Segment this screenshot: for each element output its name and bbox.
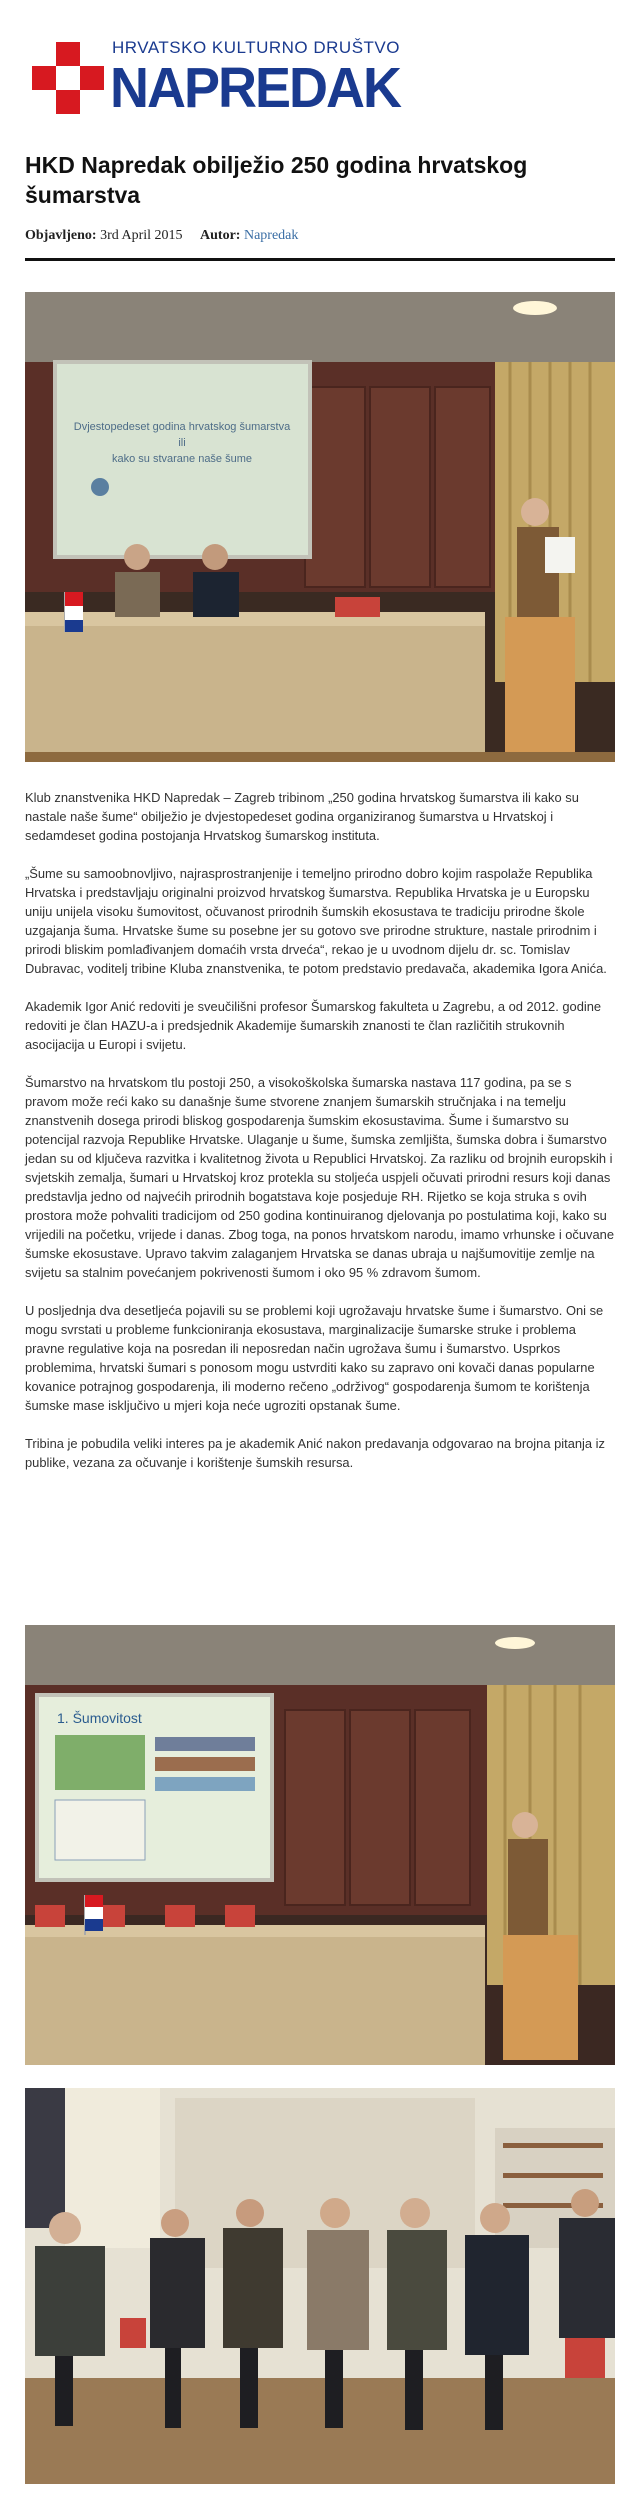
article-paragraph: U posljednja dva desetljeća pojavili su se problemi koji ugrožavaju hrvatske šume i šumarstvo. Oni se mogu svrstati u probleme funkcioniranja ekosustava, marginalizacije šumarske struke i problema pravne regulative koja na posredan ili neposredan način ugrožava šumu i šumarstvo. Usprkos problemima, hrvatski šumari s ponosom mogu ustvrditi kako su zapravo oni kovači danas popularne kovanice potrajnog gospodarenja, ili moderno rečeno „održivog“ gospodarenja šumom te korištenja šumske mase isključivo u mjeri koja neće ugroziti opstanak šume. [25,1303,604,1413]
author-label: Autor: [200,228,241,243]
event-photo-audience [25,2088,615,2484]
author-link[interactable]: Napredak [243,228,299,243]
slide-text-line2: ili [178,437,186,449]
article-paragraph: Akademik Igor Anić redoviti je sveučilišni profesor Šumarskog fakulteta u Zagrebu, a od 2012. godine redoviti je član HAZU-a i predsjednik Akademije šumarskih znanosti te član različitih strukovnih asocijacija u Europi i svijetu. [25,999,602,1052]
title-divider [25,258,615,261]
article-paragraph: Šumarstvo na hrvatskom tlu postoji 250, a visokoškolska šumarska nastava 117 godina, pa se s pravom može reći kako su današnje šume stvorene znanjem šumarskih stručnjaka i na temelju znanstvenih dosega prirodi bliskog gospodarenja šumskim ekosustavima. Šume i šumarstvo su potencijal razvoja Republike Hrvatske. Ulaganje u šume, šumska zemljišta, šumska dobra i šumarstvo jedan su od ključeva razvitka i kvalitetnog života u Republici Hrvatskoj. Za razliku od brojnih europskih i svjetskih zemalja, šumari u Hrvatskoj kroz protekla su stoljeća uspjeli očuvati prirodni resurs koji danas predstavlja jedno od najvećih prirodnih bogatstava koje posjeduje RH. Rijetko se koja struka s ovih prostora može pohvaliti tradicijom od 250 godina kontinuiranog djelovanja po postulatima koji, kako su vrijedili na početku, vrijede i danas. Zbog toga, na ponos hrvatskom narodu, imamo vrhunske i očuvane šumske ekosustave. Upravo takvim zalaganjem Hrvatska se danas ubraja u najšumovitije zemlje na svijetu sa stalnim povećanjem pokrivenosti šumom i oko 95 % zdravom šumom. [25,1075,614,1280]
article-paragraph: Klub znanstvenika HKD Napredak – Zagreb tribinom „250 godina hrvatskog šumarstva ili kako su nastale naše šume“ obilježio je dvjestopedeset godina organiziranog šumarstva u Hrvatskoj i sedamdeset godina postojanja Hrvatskog šumarskog instituta. [25,790,579,843]
logo-wordmark: NAPREDAK [110,56,401,120]
article-title: HKD Napredak obilježio 250 godina hrvatskog šumarstva [25,152,528,208]
published-date: 3rd April 2015 [100,228,183,243]
logo-subtitle: HRVATSKO KULTURNO DRUŠTVO [112,38,400,57]
article-paragraph: Tribina je pobudila veliki interes pa je akademik Anić nakon predavanja odgovarao na brojna pitanja iz publike, vezana za očuvanje i korištenje šumskih resursa. [25,1436,605,1470]
slide2-heading: 1. Šumovitost [57,1710,142,1726]
event-photo-lecture-hall [25,292,615,762]
slide-text-line3: kako su stvarane naše šume [111,453,253,465]
event-photo-presentation [25,1625,615,2065]
slide-text-line1: Dvjestopedeset godina hrvatskog šumarstva [73,421,291,433]
article-paragraph: „Šume su samoobnovljivo, najrasprostranjenije i temeljno prirodno dobro kojim raspolaže Republika Hrvatska i predstavljaju originalni proizvod hrvatskog šumarstva. Republika Hrvatska je u Europsku uniju unijela visoku šumovitost, očuvanost prirodnih šumskih ekosustava te tradiciju prirodne škole uzgajanja šuma. Hrvatske šume su posebne jer su gotovo sve prirodne strukture, nastale prirodnim i prirodi bliskim pomlađivanjem domaćih vrsta drveća“, rekao je u uvodnom dijelu dr. sc. Tomislav Dubravac, voditelj tribine Kluba znanstvenika, te potom predstavio predavača, akademika Igora Anića. [25,866,607,976]
checkerboard-logo-icon [32,42,104,114]
site-logo[interactable] [32,34,401,120]
article-body [25,788,615,1491]
published-label: Objavljeno: [25,228,97,243]
article-meta [25,228,298,244]
